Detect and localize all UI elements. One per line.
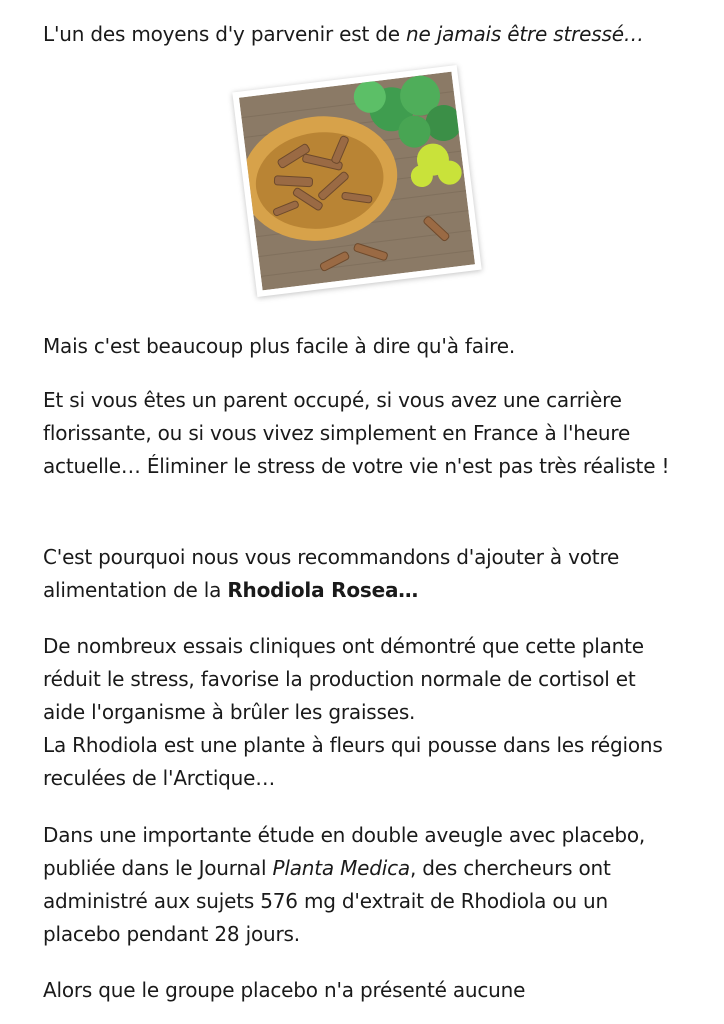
rhodiola-rosea-highlight: Rhodiola Rosea… <box>227 578 419 602</box>
recommendation-text: C'est pourquoi nous vous recommandons d'ajouter à votre alimentation de la <box>43 545 620 602</box>
paragraph-clinical-trials <box>43 630 683 795</box>
study-text-before: Dans une importante étude en double aveugle avec placebo, publiée dans le Journal <box>43 823 646 880</box>
paragraph-easier-said: Mais c'est beaucoup plus facile à dire qu'à faire. <box>43 334 516 358</box>
rhodiola-photo-wrapper <box>236 66 484 302</box>
clinical-trials-text: De nombreux essais cliniques ont démontré que cette plante réduit le stress, favorise la production normale de cortisol et aide l'organisme à brûler les graisses. <box>43 634 644 724</box>
paragraph-study <box>43 819 683 951</box>
intro-emphasis: ne jamais être stressé… <box>406 22 644 46</box>
paragraph-busy-parent: Et si vous êtes un parent occupé, si vous avez une carrière florissante, ou si vous vivez simplement en France à l'heure actuelle… Éliminer le stress de votre vie n'est pas très réaliste ! <box>43 388 670 478</box>
arctic-plant-text: La Rhodiola est une plante à fleurs qui pousse dans les régions reculées de l'Arctique… <box>43 733 663 790</box>
paragraph-placebo-group: Alors que le groupe placebo n'a présenté aucune <box>43 978 526 1002</box>
rhodiola-illustration <box>239 72 475 291</box>
paragraph-recommendation <box>43 541 683 607</box>
intro-text: L'un des moyens d'y parvenir est de <box>43 22 407 46</box>
journal-name: Planta Medica <box>272 856 410 880</box>
rhodiola-root-photo <box>232 65 481 297</box>
study-text-after: , des chercheurs ont administré aux sujets 576 mg d'extrait de Rhodiola ou un placebo pendant 28 jours. <box>43 856 611 946</box>
